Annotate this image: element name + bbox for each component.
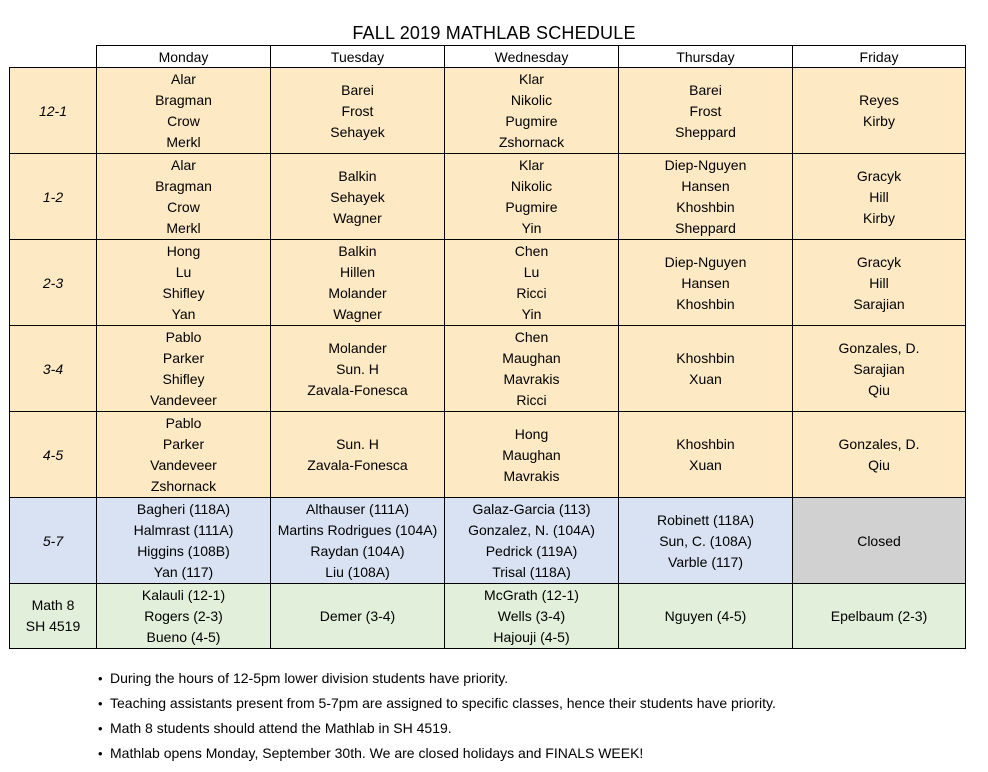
time-slot-row (10, 154, 966, 240)
tutor-name: Closed (857, 532, 901, 549)
tutor-name: Zavala-Fonesca (307, 381, 408, 398)
tutor-name: Vandeveer (150, 392, 217, 408)
tutor-name: Khoshbin (676, 295, 735, 312)
schedule-cell (619, 498, 793, 584)
schedule-cell (793, 412, 966, 498)
day-header-tuesday: Tuesday (271, 46, 445, 68)
tutor-name: Hill (869, 188, 889, 205)
tutor-name: Pablo (165, 415, 202, 431)
tutor-name: Hong (514, 425, 549, 442)
day-header-monday: Monday (97, 46, 271, 68)
tutor-name: Parker (162, 436, 205, 452)
schedule-cell (619, 154, 793, 240)
schedule-cell (445, 154, 619, 240)
schedule-cell (793, 584, 966, 649)
tutor-name: Alar (171, 71, 196, 87)
tutor-name: Galaz-Garcia (113) (472, 501, 591, 517)
schedule-cell (271, 68, 445, 154)
schedule-body (10, 68, 966, 649)
tutor-name: Liu (108A) (325, 564, 390, 580)
tutor-name: Nguyen (4-5) (664, 608, 747, 624)
tutor-name: Higgins (108B) (137, 543, 230, 559)
tutor-name: Sheppard (675, 220, 736, 236)
tutor-name: Balkin (338, 167, 377, 184)
time-slot-label (10, 412, 97, 498)
time-slot-label (10, 326, 97, 412)
tutor-name: Rogers (2-3) (144, 608, 223, 624)
schedule-cell (445, 240, 619, 326)
tutor-name: Sarajian (853, 360, 905, 377)
tutor-name: Yan (117) (153, 564, 214, 580)
time-slot-label-line: 1-2 (42, 188, 64, 205)
tutor-name: Frost (341, 102, 374, 119)
tutor-name: Balkin (338, 243, 377, 259)
tutor-name: Robinett (118A) (656, 511, 754, 528)
schedule-cell (793, 154, 966, 240)
tutor-name: Khoshbin (676, 350, 735, 366)
tutor-name: Reyes (859, 92, 899, 108)
schedule-cell (619, 412, 793, 498)
tutor-name: Bragman (155, 178, 212, 194)
schedule-cell (619, 326, 793, 412)
page-title: FALL 2019 MATHLAB SCHEDULE (352, 23, 636, 43)
tutor-name: Epelbaum (2-3) (830, 608, 928, 624)
note-item: • Math 8 students should attend the Mathlab in SH 4519. (98, 716, 776, 741)
note-item: • Teaching assistants present from 5-7pm are assigned to specific classes, hence their students have priority. (98, 691, 776, 716)
schedule-cell (271, 584, 445, 649)
tutor-name: Hong (166, 243, 201, 259)
schedule-cell (793, 326, 966, 412)
time-slot-row (10, 326, 966, 412)
schedule-cell (97, 584, 271, 649)
tutor-name: Martins Rodrigues (104A) (277, 522, 438, 538)
time-slot-row (10, 584, 966, 649)
tutor-name: Crow (167, 199, 200, 215)
tutor-name: Barei (341, 81, 374, 98)
tutor-name: Mavrakis (503, 371, 560, 387)
tutor-name: Maughan (502, 350, 561, 366)
tutor-name: Molander (328, 339, 387, 356)
closed-cell (793, 498, 966, 584)
tutor-name: Halmrast (111A) (133, 522, 234, 538)
schedule-cell (619, 68, 793, 154)
tutor-name: Nikolic (510, 92, 553, 108)
schedule-cell (271, 412, 445, 498)
schedule-cell (97, 240, 271, 326)
tutor-name: Chen (514, 329, 549, 345)
tutor-name: Kirby (863, 209, 895, 226)
tutor-name: Sun. H (336, 360, 379, 377)
schedule-cell (619, 240, 793, 326)
time-slot-label-line: 4-5 (42, 446, 64, 463)
schedule-table (9, 45, 966, 649)
time-slot-row (10, 498, 966, 584)
tutor-name: Xuan (689, 371, 722, 387)
tutor-name: Frost (689, 102, 722, 119)
tutor-name: Yin (521, 220, 542, 236)
schedule-cell (445, 584, 619, 649)
tutor-name: Sehayek (330, 188, 385, 205)
tutor-name: Klar (519, 157, 544, 173)
schedule-cell (271, 498, 445, 584)
tutor-name: Xuan (689, 457, 722, 473)
time-slot-label (10, 240, 97, 326)
tutor-name: Khoshbin (676, 436, 735, 452)
tutor-name: Pugmire (505, 113, 558, 129)
tutor-name: Shifley (162, 371, 205, 387)
tutor-name: Kalauli (12-1) (141, 587, 226, 603)
corner-cell (10, 46, 97, 68)
schedule-cell (97, 498, 271, 584)
tutor-name: Diep-Nguyen (664, 253, 747, 270)
schedule-cell (271, 326, 445, 412)
time-slot-row (10, 68, 966, 154)
schedule-cell (97, 68, 271, 154)
tutor-name: Chen (514, 243, 549, 259)
tutor-name: Althauser (111A) (306, 501, 409, 517)
tutor-name: Mavrakis (503, 467, 560, 484)
tutor-name: Zavala-Fonesca (307, 457, 408, 473)
tutor-name: Yin (521, 306, 542, 322)
tutor-name: Hansen (681, 274, 730, 291)
tutor-name: Kirby (863, 113, 895, 129)
tutor-name: Ricci (516, 285, 547, 301)
tutor-name: Bagheri (118A) (136, 501, 231, 517)
tutor-name: Hajouji (4-5) (493, 629, 570, 645)
tutor-name: Barei (689, 81, 722, 98)
tutor-name: McGrath (12-1) (484, 587, 579, 603)
time-slot-label (10, 584, 97, 649)
schedule-cell (445, 326, 619, 412)
tutor-name: Sheppard (675, 123, 736, 140)
tutor-name: Molander (328, 285, 387, 301)
tutor-name: Merkl (166, 134, 201, 150)
day-header-friday: Friday (793, 46, 966, 68)
tutor-name: Pedrick (119A) (485, 543, 578, 559)
tutor-name: Sehayek (330, 123, 385, 140)
schedule-cell (97, 326, 271, 412)
tutor-name: Zshornack (498, 134, 565, 150)
tutor-name: Qiu (868, 381, 890, 398)
day-header-row (10, 46, 966, 68)
tutor-name: Vandeveer (150, 457, 217, 473)
schedule-cell (619, 584, 793, 649)
tutor-name: Varble (117) (668, 553, 743, 570)
schedule-cell (97, 412, 271, 498)
schedule-cell (445, 68, 619, 154)
schedule-cell (97, 154, 271, 240)
tutor-name: Merkl (166, 220, 201, 236)
schedule-cell (445, 412, 619, 498)
tutor-name: Lu (175, 264, 192, 280)
tutor-name: Hill (869, 274, 889, 291)
tutor-name: Wells (3-4) (497, 608, 566, 624)
tutor-name: Bueno (4-5) (146, 629, 221, 645)
tutor-name: Zshornack (150, 478, 217, 494)
tutor-name: Gracyk (856, 253, 902, 270)
time-slot-label-line: Math 8 (31, 597, 75, 613)
schedule-cell (271, 240, 445, 326)
tutor-name: Gonzales, D. (838, 436, 920, 452)
time-slot-label-line: SH 4519 (25, 618, 81, 634)
note-item: • During the hours of 12-5pm lower division students have priority. (98, 666, 776, 691)
tutor-name: Wagner (333, 209, 382, 226)
tutor-name: Alar (171, 157, 196, 173)
time-slot-label-line: 3-4 (42, 360, 64, 377)
time-slot-row (10, 240, 966, 326)
tutor-name: Nikolic (510, 178, 553, 194)
tutor-name: Gonzalez, N. (104A) (468, 522, 595, 538)
tutor-name: Gracyk (856, 167, 902, 184)
schedule-cell (271, 154, 445, 240)
tutor-name: Lu (523, 264, 540, 280)
time-slot-label-line: 5-7 (42, 532, 64, 549)
tutor-name: Wagner (333, 306, 382, 322)
schedule-cell (793, 68, 966, 154)
tutor-name: Diep-Nguyen (664, 157, 747, 173)
tutor-name: Bragman (155, 92, 212, 108)
tutor-name: Demer (3-4) (319, 608, 396, 624)
tutor-name: Raydan (104A) (310, 543, 405, 559)
time-slot-row (10, 412, 966, 498)
tutor-name: Gonzales, D. (838, 339, 920, 356)
tutor-name: Sun. H (336, 436, 379, 452)
tutor-name: Hansen (681, 178, 730, 194)
note-item: • Mathlab opens Monday, September 30th. We are closed holidays and FINALS WEEK! (98, 741, 776, 766)
tutor-name: Shifley (162, 285, 205, 301)
time-slot-label-line: 2-3 (42, 274, 64, 291)
tutor-name: Khoshbin (676, 199, 735, 215)
tutor-name: Sarajian (853, 295, 905, 312)
time-slot-label (10, 68, 97, 154)
time-slot-label (10, 498, 97, 584)
tutor-name: Hillen (339, 264, 375, 280)
tutor-name: Qiu (868, 457, 890, 473)
tutor-name: Ricci (516, 392, 547, 408)
day-header-thursday: Thursday (619, 46, 793, 68)
tutor-name: Parker (162, 350, 205, 366)
tutor-name: Pugmire (505, 199, 558, 215)
tutor-name: Pablo (165, 329, 202, 345)
tutor-name: Sun, C. (108A) (659, 532, 752, 549)
time-slot-label-line: 12-1 (38, 102, 68, 119)
day-header-wednesday: Wednesday (445, 46, 619, 68)
schedule-cell (445, 498, 619, 584)
notes-list (98, 666, 776, 766)
tutor-name: Crow (167, 113, 200, 129)
tutor-name: Maughan (502, 446, 561, 463)
tutor-name: Klar (519, 71, 544, 87)
tutor-name: Yan (171, 306, 196, 322)
tutor-name: Trisal (118A) (492, 564, 571, 580)
schedule-cell (793, 240, 966, 326)
time-slot-label (10, 154, 97, 240)
